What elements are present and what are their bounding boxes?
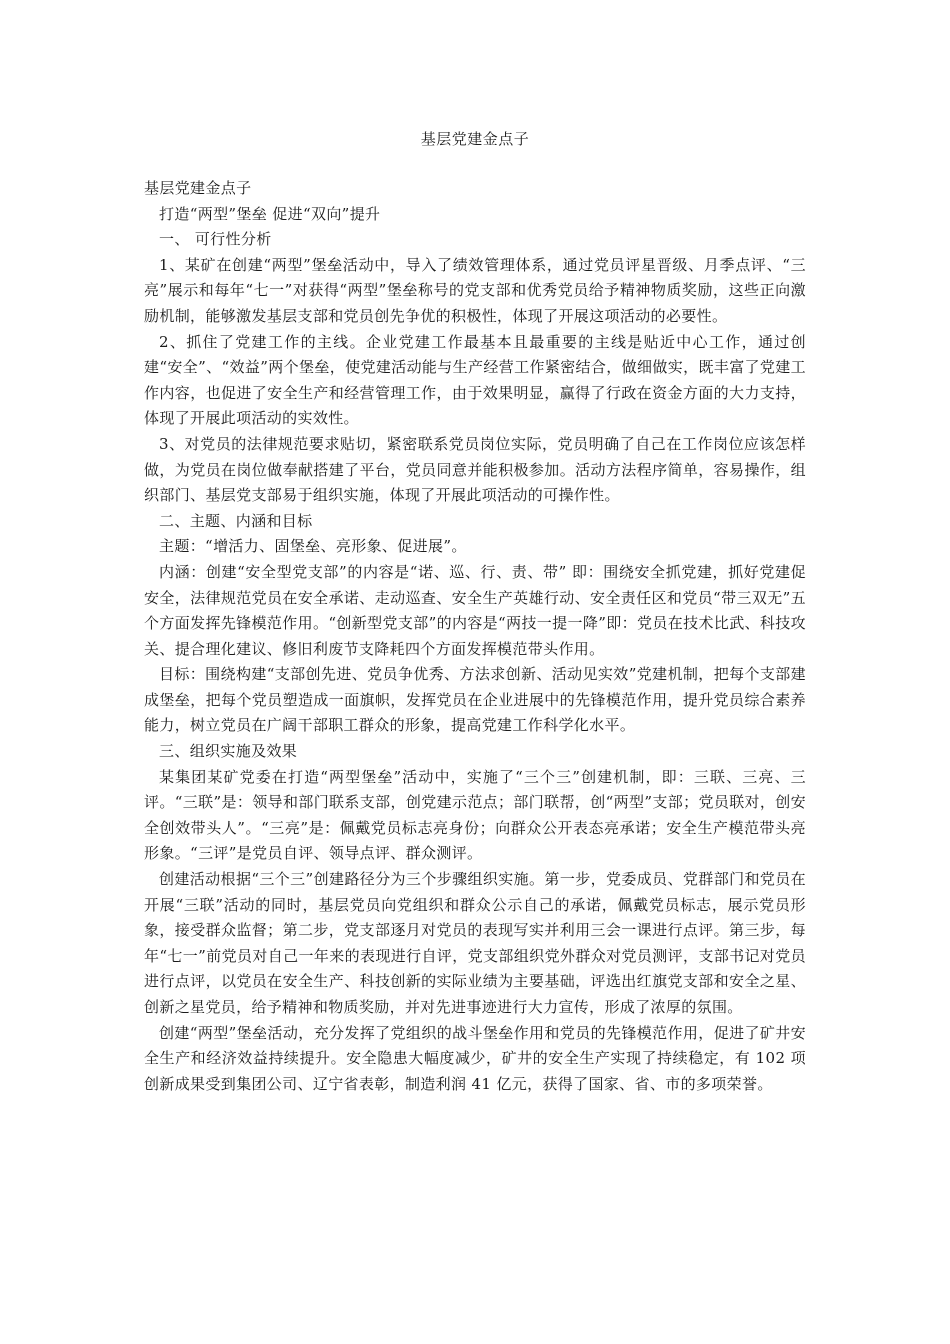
paragraph: 基层党建金点子 [144,179,252,197]
paragraph: 3、对党员的法律规范要求贴切，紧密联系党员岗位实际，党员明确了自己在工作岗位应该怎样做，为党员在岗位做奉献搭建了平台，党员同意并能积极参加。活动方法程序简单，容易操作，组织部门、基层党支部易于组织实施，体现了开展此项活动的可操作性。 [144,434,806,505]
paragraph: 打造“两型”堡垒 促进“双向”提升 [159,204,381,223]
paragraph: 二、主题、内涵和目标 [159,511,313,530]
paragraph: 创建活动根据“三个三”创建路径分为三个步骤组织实施。第一步，党委成员、党群部门和党员在开展“三联”活动的同时，基层党员向党组织和群众公示自己的承诺，佩戴党员标志，展示党员形象，接受群众监督；第二步，党支部逐月对党员的表现写实并利用三会一课进行点评。第三步，每年“七一”前党员对自己一年来的表现进行自评，党支部组织党外群众对党员测评，支部书记对党员进行点评，以党员在安全生产、科技创新的实际业绩为主要基础，评选出红旗党支部和安全之星、创新之星党员，给予精神和物质奖励，并对先进事迹进行大力宣传，形成了浓厚的氛围。 [144,870,806,1016]
paragraph: 三、组织实施及效果 [159,742,298,761]
paragraph: 某集团某矿党委在打造“两型堡垒”活动中，实施了“三个三”创建机制，即：三联、三亮、三评。“三联”是：领导和部门联系支部，创党建示范点；部门联帮，创“两型”支部；党员联对，创安全创效带头人”。“三亮”是：佩戴党员标志亮身份；向群众公开表态亮承诺；安全生产模范带头亮形象。“三评”是党员自评、领导点评、群众测评。 [144,767,806,863]
paragraph: 内涵：创建“安全型党支部”的内容是“诺、巡、行、责、带” 即：围绕安全抓党建，抓好党建促安全，法律规范党员在安全承诺、走动巡查、安全生产英雄行动、安全责任区和党员“带三双无”五个方面发挥先锋模范作用。“创新型党支部”的内容是“两技一提一降”即：党员在技术比武、科技攻关、提合理化建议、修旧利废节支降耗四个方面发挥模范带头作用。 [144,562,806,658]
paragraph: 创建“两型”堡垒活动，充分发挥了党组织的战斗堡垒作用和党员的先锋模范作用，促进了矿井安全生产和经济效益持续提升。安全隐患大幅度减少，矿井的安全生产实现了持续稳定，有 102 项创新成果受到集团公司、辽宁省表彰，制造利润 41 亿元，获得了国家、省、市的多项荣誉。 [144,1023,806,1093]
document-body [144,176,806,1097]
paragraph: 2、抓住了党建工作的主线。企业党建工作最基本且最重要的主线是贴近中心工作，通过创建“安全”、“效益”两个堡垒，使党建活动能与生产经营工作紧密结合，做细做实，既丰富了党建工作内容，也促进了安全生产和经营管理工作，由于效果明显，赢得了行政在资金方面的大力支持，体现了开展此项活动的实效性。 [144,332,806,428]
paragraph: 一、 可行性分析 [159,230,272,249]
paragraph: 1、某矿在创建“两型”堡垒活动中，导入了绩效管理体系，通过党员评星晋级、月季点评、“三亮”展示和每年“七一”对获得“两型”堡垒称号的党支部和优秀党员给予精神物质奖励，这些正向激励机制，能够激发基层支部和党员创先争优的积极性，体现了开展这项活动的必要性。 [144,255,806,325]
paragraph: 主题：“增活力、固堡垒、亮形象、促进展”。 [159,537,467,556]
paragraph: 目标：围绕构建“支部创先进、党员争优秀、方法求创新、活动见实效”党建机制，把每个支部建成堡垒，把每个党员塑造成一面旗帜，发挥党员在企业进展中的先锋模范作用，提升党员综合素养能力，树立党员在广阔干部职工群众的形象，提高党建工作科学化水平。 [144,665,806,735]
document-title: 基层党建金点子 [420,130,530,148]
